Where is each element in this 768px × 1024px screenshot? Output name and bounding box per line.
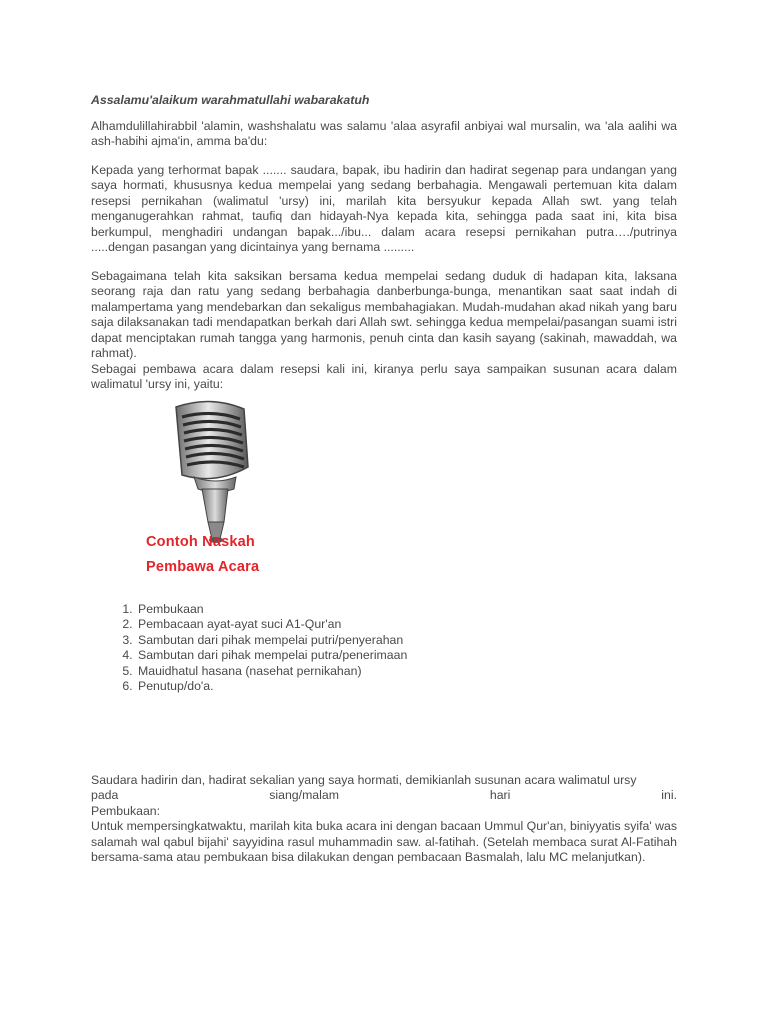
greeting-heading: Assalamu'alaikum warahmatullahi wabarakatuh bbox=[91, 93, 370, 107]
closing-agenda-line: Saudara hadirin dan, hadirat sekalian yang saya hormati, demikianlah susunan acara walimatul ursy bbox=[91, 772, 637, 787]
word-siang-malam: siang/malam bbox=[269, 788, 339, 802]
section-label-pembukaan: Pembukaan: bbox=[91, 803, 161, 818]
welcome-paragraph: Kepada yang terhormat bapak ....... saudara, bapak, ibu hadirin dan hadirat segenap para undangan yang saya hormati, khususnya kedua mempelai yang sedang berbahagia. Mengawali pertemuan kita dalam resepsi pernikahan (walimatul 'ursy) ini, marilah kita bersyukur kepada Allah swt. yang telah menganugerahkan rahmat, taufiq dan hidayah-Nya kepada kita, sehingga pada saat ini, kita bisa berkumpul, menghadiri undangan bapak.../ibu... dalam acara resepsi pernikahan putra…./putrinya .....dengan pasangan yang dicintainya yang bernama ......... bbox=[91, 162, 677, 254]
agenda-list bbox=[91, 602, 677, 695]
list-item: 5. Mauidhatul hasana (nasehat pernikahan) bbox=[136, 664, 677, 680]
word-ini: ini. bbox=[661, 788, 677, 802]
word-pada: pada bbox=[91, 788, 119, 802]
list-item: 1. Pembukaan bbox=[136, 602, 677, 618]
list-item: 3. Sambutan dari pihak mempelai putri/penyerahan bbox=[136, 633, 677, 649]
word-hari: hari bbox=[489, 788, 511, 802]
list-item: 6. Penutup/do'a. bbox=[136, 679, 677, 695]
list-item: 2. Pembacaan ayat-ayat suci A1-Qur'an bbox=[136, 617, 677, 633]
microphone-illustration bbox=[136, 397, 290, 592]
image-caption-line2: Pembawa Acara bbox=[146, 558, 260, 575]
document-content bbox=[91, 93, 677, 866]
agenda-intro-paragraph: Sebagai pembawa acara dalam resepsi kali ini, kiranya perlu saya sampaikan susunan acara dalam walimatul 'ursy ini, yaitu: bbox=[91, 361, 677, 391]
wedding-paragraph: Sebagaimana telah kita saksikan bersama kedua mempelai sedang duduk di hadapan kita, laksana seorang raja dan ratu yang sedang berbahagia danberbunga-bunga, menantikan saat saat indah di malampertama yang mendebarkan dan sekaligus membahagiakan. Mudah-mudahan akad nikah yang baru saja dilaksanakan tadi mendapatkan berkah dari Allah swt. sehingga kedua mempelai/pasangan suami istri dapat menciptakan rumah tangga yang harmonis, penuh cinta dan kasih sayang (sakinah, mawaddah, wa rahmat). bbox=[91, 268, 677, 360]
closing-agenda-line-2 bbox=[91, 788, 677, 804]
image-caption-line1: Contoh Naskah bbox=[146, 533, 255, 550]
pembukaan-paragraph: Untuk mempersingkatwaktu, marilah kita buka acara ini dengan bacaan Ummul Qur'an, biniyyatis syifa' was salamah wal qabul bijahi' sayyidina rasul muhammadin saw. al-fatihah. (Setelah membaca surat Al-Fatihah bersama-sama atau pembukaan bisa dilakukan dengan pembacaan Basmalah, lalu MC melanjutkan). bbox=[91, 819, 677, 864]
opening-paragraph: Alhamdulillahirabbil 'alamin, washshalatu was salamu 'alaa asyrafil anbiyai wal mursalin, wa 'ala aalihi wa ash-habihi ajma'in, amma ba'du: bbox=[91, 118, 677, 148]
list-item: 4. Sambutan dari pihak mempelai putra/penerimaan bbox=[136, 648, 677, 664]
